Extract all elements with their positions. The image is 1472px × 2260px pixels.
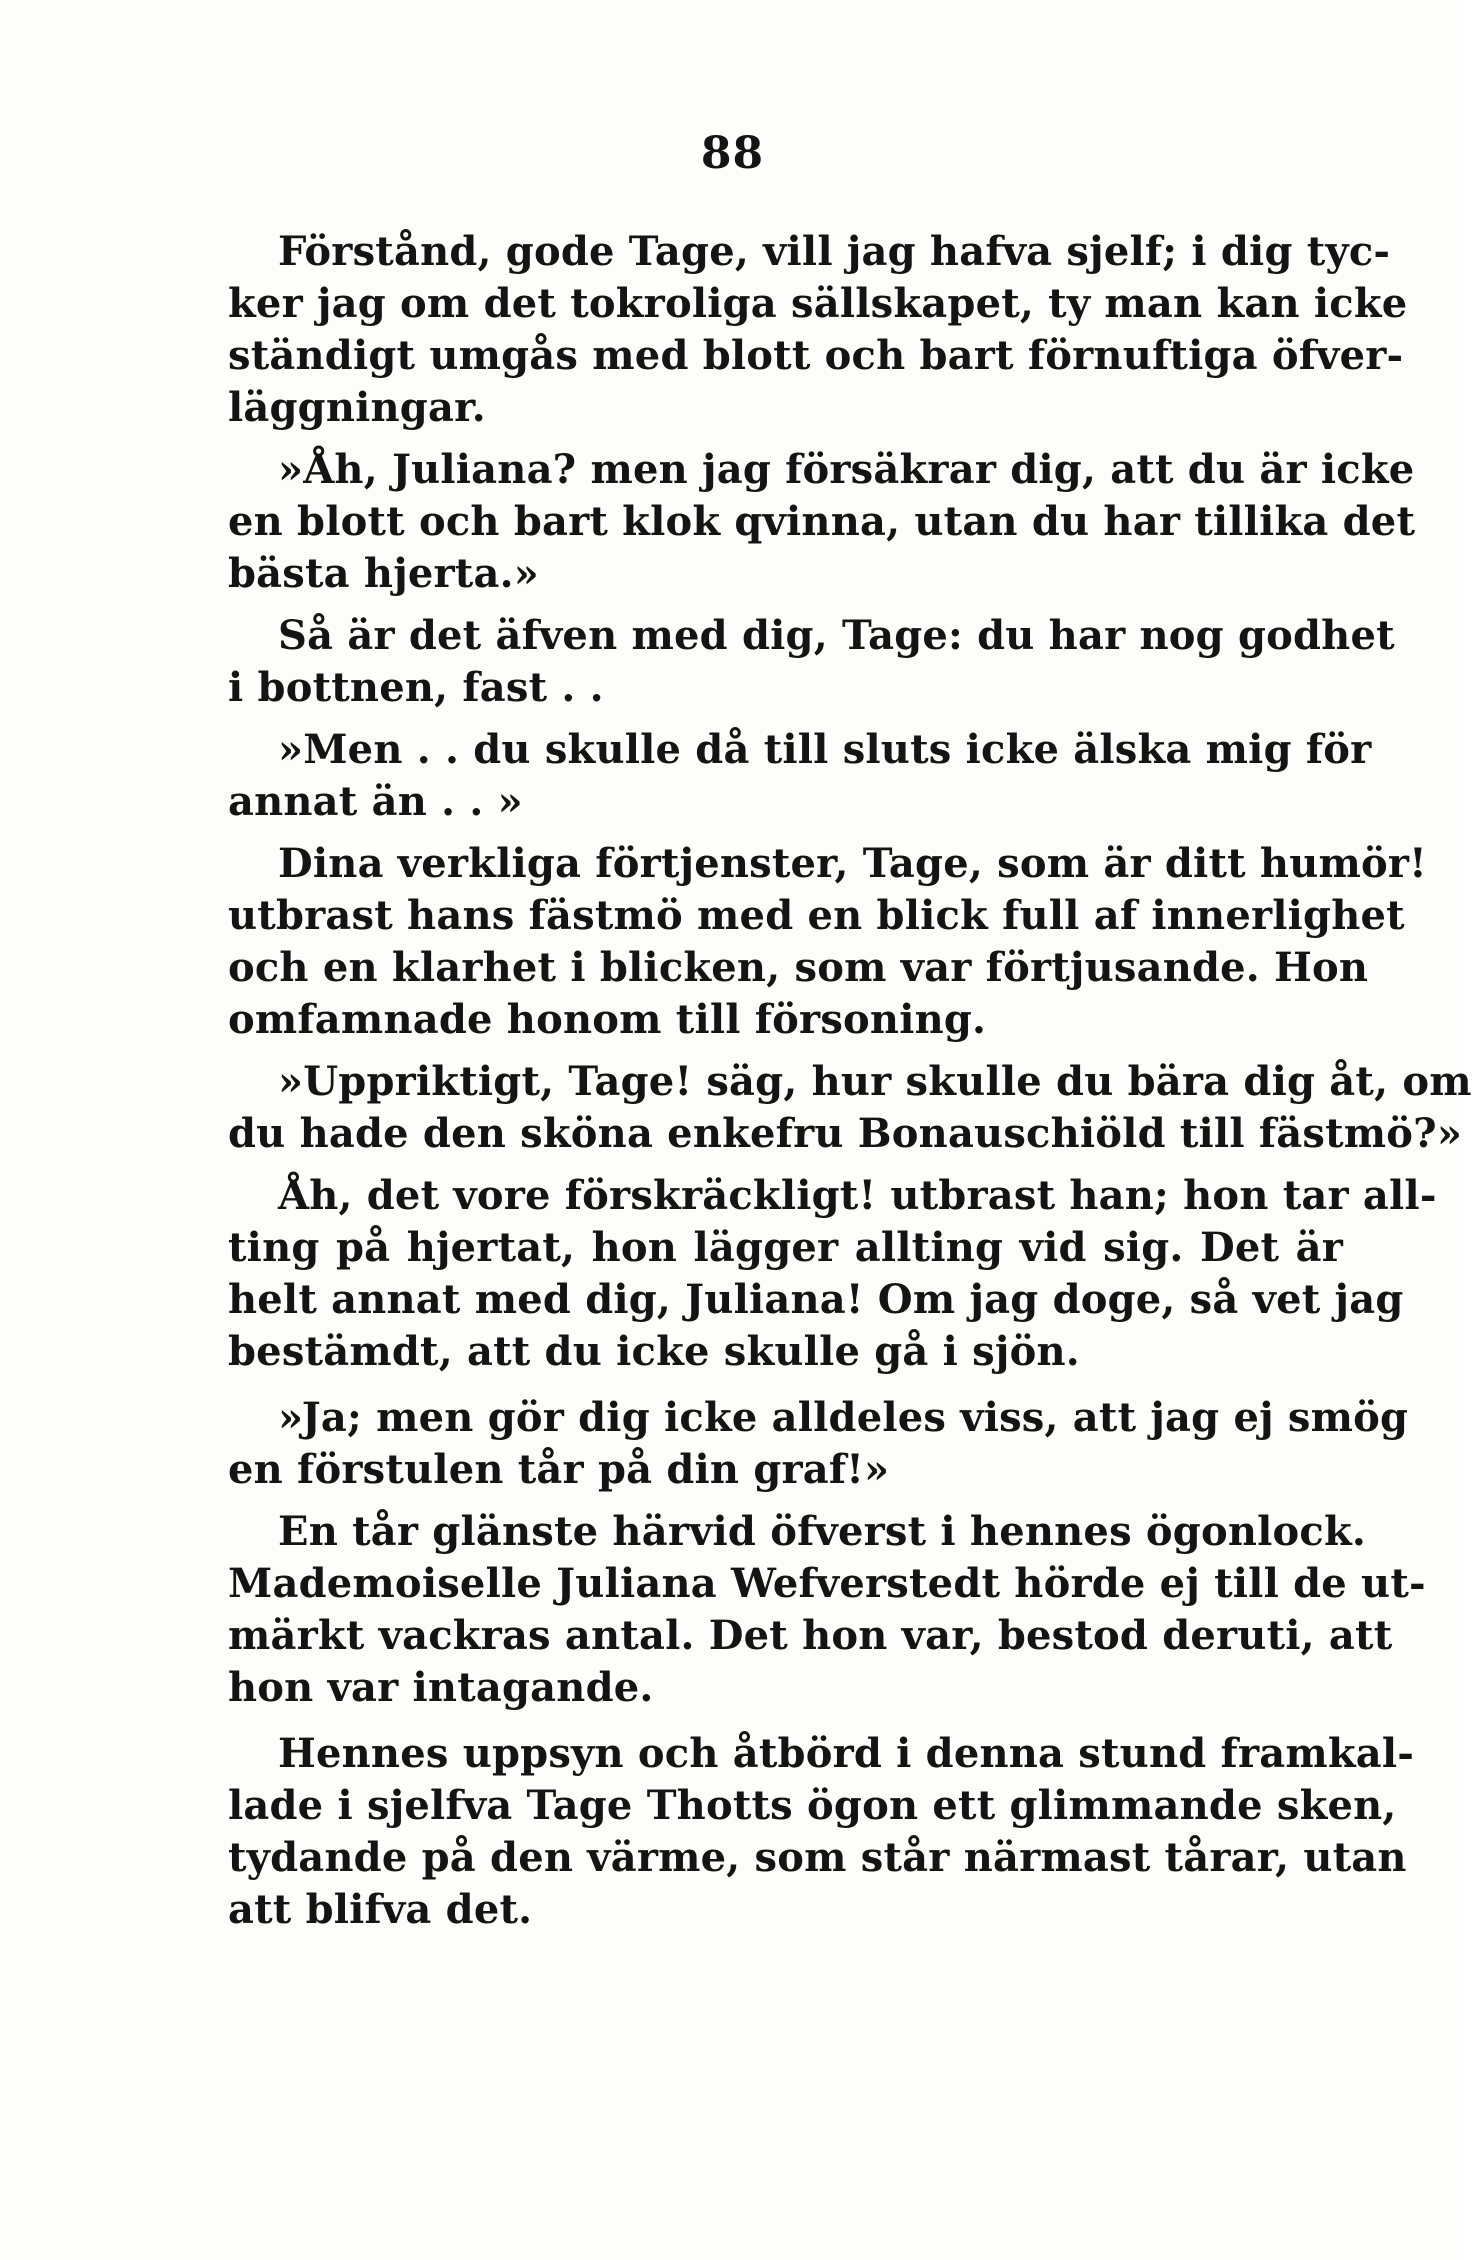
text-line: ting på hjertat, hon lägger allting vid sig. Det är (228, 1224, 1343, 1271)
text-line: läggningar. (228, 384, 486, 431)
text-line: »Åh, Juliana? men jag försäkrar dig, att du är icke (278, 446, 1415, 493)
text-line: bestämdt, att du icke skulle gå i sjön. (228, 1328, 1080, 1375)
text-line: hon var intagande. (228, 1664, 654, 1711)
text-line: Mademoiselle Juliana Wefverstedt hörde ej till de ut- (228, 1560, 1426, 1607)
text-line: omfamnade honom till försoning. (228, 996, 987, 1043)
text-line: ständigt umgås med blott och bart förnuftiga öfver- (228, 332, 1404, 379)
text-line: lade i sjelfva Tage Thotts ögon ett glimmande sken, (228, 1782, 1397, 1829)
body-text (228, 226, 1472, 1936)
text-line: du hade den sköna enkefru Bonauschiöld till fästmö?» (228, 1110, 1463, 1157)
text-line: »Ja; men gör dig icke alldeles viss, att jag ej smög (278, 1394, 1409, 1441)
text-line: tydande på den värme, som står närmast tårar, utan (228, 1834, 1407, 1881)
text-line: En tår glänste härvid öfverst i hennes ögonlock. (278, 1508, 1366, 1555)
text-line: ker jag om det tokroliga sällskapet, ty man kan icke (228, 280, 1408, 327)
text-line: Åh, det vore förskräckligt! utbrast han; hon tar all- (278, 1172, 1437, 1219)
text-line: Så är det äfven med dig, Tage: du har nog godhet (278, 612, 1395, 659)
text-line: i bottnen, fast . . (228, 664, 604, 711)
text-line: Dina verkliga förtjenster, Tage, som är ditt humör! (278, 840, 1427, 887)
text-line: Hennes uppsyn och åtbörd i denna stund framkal- (278, 1730, 1415, 1777)
text-line: en förstulen tår på din graf!» (228, 1446, 890, 1493)
text-line: »Men . . du skulle då till sluts icke älska mig för (278, 726, 1372, 773)
text-line: utbrast hans fästmö med en blick full af innerlighet (228, 892, 1405, 939)
text-line: bästa hjerta.» (228, 550, 539, 597)
text-line: att blifva det. (228, 1886, 533, 1933)
text-line: och en klarhet i blicken, som var förtjusande. Hon (228, 944, 1369, 991)
page-number: 88 (700, 128, 765, 179)
text-line: märkt vackras antal. Det hon var, bestod deruti, att (228, 1612, 1393, 1659)
text-line: »Uppriktigt, Tage! säg, hur skulle du bära dig åt, om (278, 1058, 1472, 1105)
text-line: helt annat med dig, Juliana! Om jag doge, så vet jag (228, 1276, 1404, 1323)
text-line: annat än . . » (228, 778, 523, 825)
text-line: en blott och bart klok qvinna, utan du har tillika det (228, 498, 1416, 545)
text-line: Förstånd, gode Tage, vill jag hafva sjelf; i dig tyc- (278, 228, 1391, 275)
